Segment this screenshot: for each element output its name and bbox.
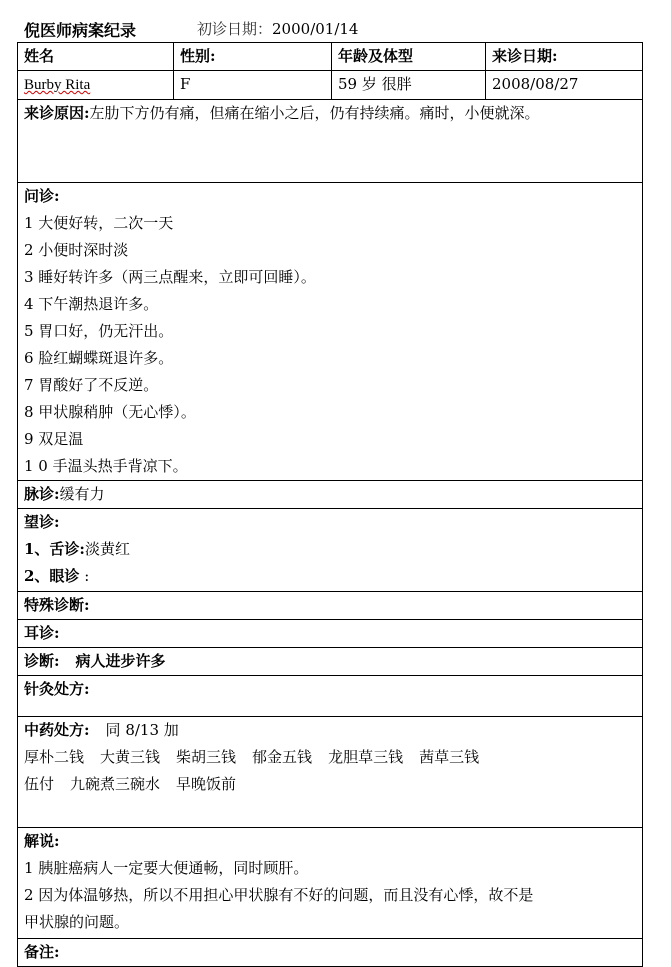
visit-date: 2008/08/27 [486,71,643,100]
patient-gender: F [174,71,332,100]
eye-text: : [84,567,90,585]
explanation-item: 2 因为体温够热，所以不用担心甲状腺有不好的问题，而且没有心悸，故不是 [24,886,534,904]
name-header: 姓名 [18,43,174,71]
patient-name-cell [18,71,174,100]
herb-item: 茜草三钱 [419,748,480,766]
visit-date-header: 来诊日期: [486,43,643,71]
explanation-section [18,828,643,939]
instruction-item: 早晚饭前 [176,775,237,793]
eye-line [24,563,636,590]
inquiry-label: 问诊: [24,187,60,205]
eye-label: 2、眼诊 [24,567,80,585]
diagnosis-label: 诊断: [24,652,60,670]
diagnosis-text: 病人进步许多 [75,652,166,670]
first-visit-date: 2000/01/14 [272,20,359,38]
reason-label: 来诊原因: [24,104,90,122]
herbal-label: 中药处方: [24,721,90,739]
herb-instructions [24,771,636,798]
inquiry-item: 2 小便时深时淡 [24,241,129,259]
herbal-heading [24,717,636,744]
herb-item: 龙胆草三钱 [328,748,404,766]
gender-header: 性别: [174,43,332,71]
herbal-section [18,717,643,828]
diagnosis-section [18,648,643,676]
inquiry-item: 5 胃口好，仍无汗出。 [24,322,174,340]
ear-diagnosis-section: 耳诊: [18,620,643,648]
herbal-note: 同 8/13 加 [105,721,179,739]
instruction-item: 九碗煮三碗水 [70,775,161,793]
case-record-table [17,42,643,967]
herb-item: 柴胡三钱 [176,748,237,766]
explanation-item: 甲状腺的问题。 [24,913,130,931]
pulse-text: 缓有力 [59,485,105,503]
herb-item: 大黄三钱 [100,748,161,766]
record-title: 倪医师病案纪录 [24,21,137,40]
special-diagnosis-section: 特殊诊断: [18,592,643,620]
inquiry-section [18,183,643,481]
tongue-label: 1、舌诊: [24,540,85,558]
look-label: 望诊: [24,513,60,531]
inquiry-item: 1 大便好转，二次一天 [24,214,174,232]
first-visit-label: 初诊日期： [197,20,273,38]
reason-text: 左肋下方仍有痛，但痛在缩小之后，仍有持续痛。痛时，小便就深。 [89,104,540,122]
inquiry-item: 7 胃酸好了不反逆。 [24,376,159,394]
explanation-item: 1 胰脏癌病人一定要大便通畅，同时顾肝。 [24,859,309,877]
record-header [24,16,654,42]
pulse-section [18,481,643,509]
acupuncture-section: 针灸处方: [18,676,643,717]
reason-section [18,100,643,183]
first-visit [197,18,358,39]
patient-age-build: 59 岁 很胖 [332,71,486,100]
inquiry-item: 3 睡好转许多（两三点醒来，立即可回睡）。 [24,268,316,286]
inquiry-item: 6 脸红蝴蝶斑退许多。 [24,349,174,367]
look-section [18,509,643,592]
tongue-line [24,536,636,563]
pulse-label: 脉诊: [24,485,60,503]
remarks-section: 备注: [18,939,643,967]
instruction-item: 伍付 [24,775,55,793]
inquiry-item: 1 0 手温头热手背凉下。 [24,457,188,475]
tongue-text: 淡黄红 [84,540,130,558]
patient-name: Burby Rita [24,77,91,93]
age-header: 年龄及体型 [332,43,486,71]
inquiry-item: 4 下午潮热退许多。 [24,295,159,313]
herb-list [24,744,636,771]
explanation-label: 解说: [24,832,60,850]
inquiry-item: 8 甲状腺稍肿（无心悸）。 [24,403,196,421]
inquiry-item: 9 双足温 [24,430,84,448]
herb-item: 郁金五钱 [252,748,313,766]
herb-item: 厚朴二钱 [24,748,85,766]
